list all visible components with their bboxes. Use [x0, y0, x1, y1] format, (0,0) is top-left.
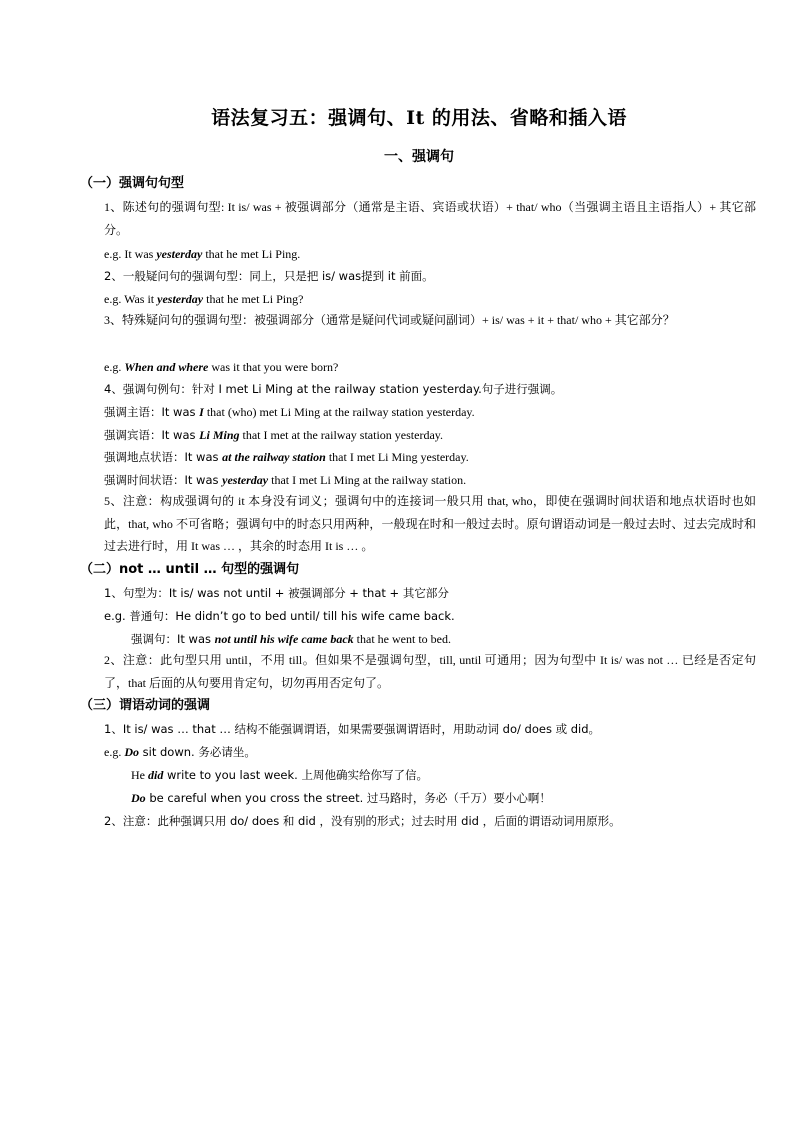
- section1-paragraph-5: 5、注意：构成强调句的 it 本身没有词义；强调句中的连接词一般只用 that, who，即使在强调时间状语和地点状语时也如此，that, who 不可省略；强调句中的时态只用两种，一般现在时和一般过去时。原句谓语动词是一般过去时、过去完成时和过去进行时，用 It was … ，其余的时态用 It is … 。: [104, 494, 756, 553]
- section1-example-1: e.g. It was yesterday that he met Li Ping.: [104, 247, 301, 261]
- section-title: 一、强调句: [384, 149, 454, 165]
- section3-example-3: Do be careful when you cross the street. 过马路时，务必（千万）要小心啊！: [131, 791, 551, 805]
- page-title: 语法复习五：强调句、It 的用法、省略和插入语: [211, 107, 627, 129]
- section3-example-1: e.g. Do sit down. 务必请坐。: [104, 745, 256, 759]
- section2-paragraph-1: 1、句型为：It is/ was not until + 被强调部分 + that + 其它部分: [104, 586, 449, 600]
- section1-example-3: e.g. When and where was it that you were born?: [104, 360, 339, 374]
- section2-example-2: 强调句：It was not until his wife came back that he went to bed.: [131, 632, 451, 646]
- section1-paragraph-2: 2、一般疑问句的强调句型：同上，只是把 is/ was提到 it 前面。: [104, 269, 434, 283]
- section3-heading: （三）谓语动词的强调: [80, 698, 211, 713]
- section1-paragraph-1: 1、陈述句的强调句型: It is/ was + 被强调部分（通常是主语、宾语或状语）+ that/ who（当强调主语且主语指人）+ 其它部分。: [104, 200, 756, 237]
- emphasis-subject: 强调主语：It was I that (who) met Li Ming at the railway station yesterday.: [104, 405, 475, 419]
- section2-paragraph-2: 2、注意：此句型只用 until，不用 till。但如果不是强调句型，till, until 可通用；因为句型中 It is/ was not … 已经是否定句了，that 后面的从句要用肯定句，切勿再用否定句了。: [104, 653, 756, 690]
- section2-heading: （二）not … until … 句型的强调句: [80, 562, 300, 577]
- section3-paragraph-2: 2、注意：此种强调只用 do/ does 和 did ，没有别的形式；过去时用 did ，后面的谓语动词用原形。: [104, 814, 621, 828]
- section1-heading: （一）强调句句型: [80, 176, 185, 191]
- section1-example-2: e.g. Was it yesterday that he met Li Ping?: [104, 292, 304, 306]
- emphasis-time-adverbial: 强调时间状语：It was yesterday that I met Li Ming at the railway station.: [104, 473, 467, 487]
- section3-paragraph-1: 1、It is/ was … that … 结构不能强调谓语，如果需要强调谓语时，用助动词 do/ does 或 did。: [104, 722, 601, 736]
- section1-paragraph-3: 3、特殊疑问句的强调句型：被强调部分（通常是疑问代词或疑问副词）+ is/ was + it + that/ who + 其它部分？: [104, 313, 675, 327]
- section2-example-1: e.g. 普通句：He didn’t go to bed until/ till his wife came back.: [104, 609, 455, 623]
- section1-paragraph-4: 4、强调句例句：针对 I met Li Ming at the railway station yesterday.句子进行强调。: [104, 382, 563, 396]
- emphasis-object: 强调宾语：It was Li Ming that I met at the railway station yesterday.: [104, 428, 443, 442]
- section3-example-2: He did write to you last week. 上周他确实给你写了信。: [131, 768, 428, 782]
- emphasis-place-adverbial: 强调地点状语：It was at the railway station that I met Li Ming yesterday.: [104, 450, 469, 464]
